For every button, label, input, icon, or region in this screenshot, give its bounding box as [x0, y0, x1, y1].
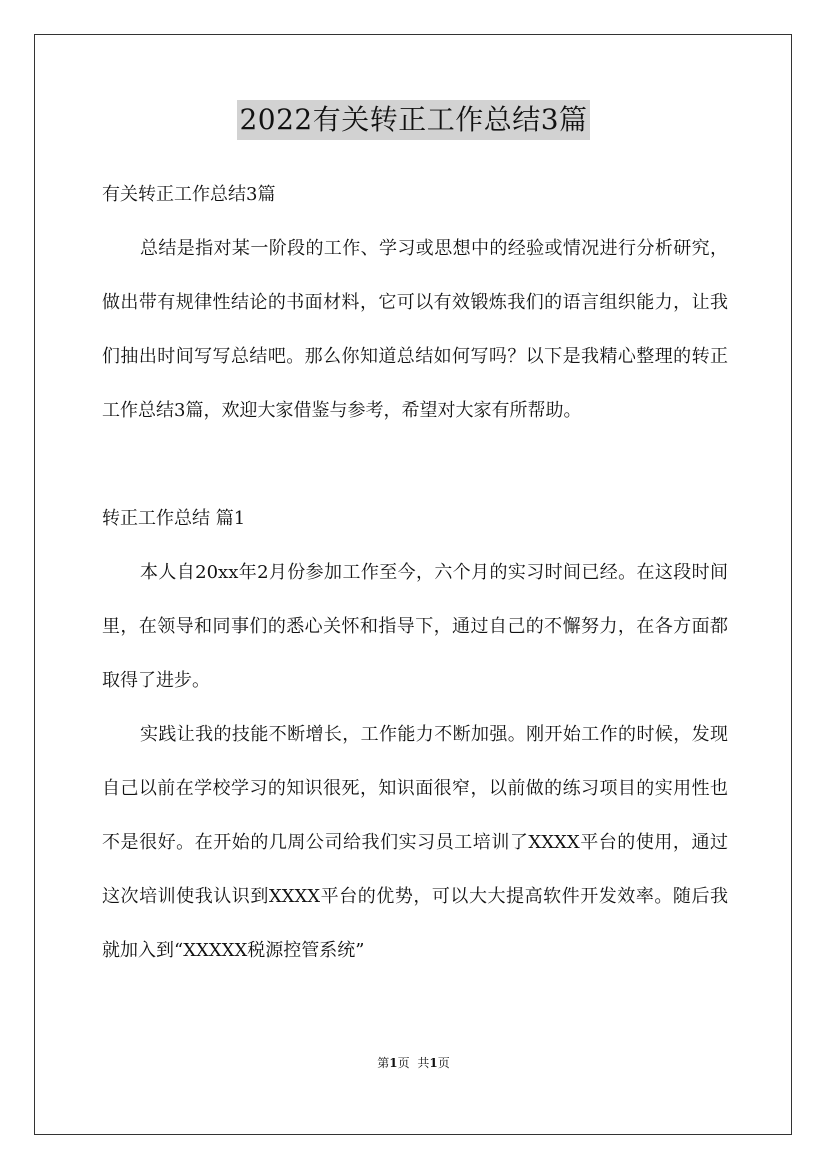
- document-title: 2022有关转正工作总结3篇: [237, 100, 589, 140]
- page-prefix: 第: [377, 1056, 390, 1070]
- paragraph: 本人自20xx年2月份参加工作至今，六个月的实习时间已经。在这段时间里，在领导和同事们的悉心关怀和指导下，通过自己的不懈努力，在各方面都取得了进步。: [102, 562, 728, 691]
- paragraph: 实践让我的技能不断增长，工作能力不断加强。刚开始工作的时候，发现自己以前在学校学习的知识很死，知识面很窄，以前做的练习项目的实用性也不是很好。在开始的几周公司给我们实习员工培训了XXXX平台的使用，通过这次培训使我认识到XXXX平台的优势，可以大大提高软件开发效率。随后我就加入到“XXXXX税源控管系统”: [102, 724, 728, 961]
- total-prefix: 共: [417, 1056, 430, 1070]
- paragraph: 有关转正工作总结3篇: [102, 184, 276, 205]
- page-suffix: 页: [397, 1056, 410, 1070]
- page-footer: [0, 1055, 827, 1071]
- total-suffix: 页: [437, 1056, 450, 1070]
- page-number: 1: [389, 1056, 398, 1070]
- title-wrap: [0, 100, 827, 140]
- document-body: [102, 168, 728, 978]
- paragraph: 转正工作总结 篇1: [102, 508, 246, 529]
- total-pages: 1: [429, 1056, 438, 1070]
- paragraph: 总结是指对某一阶段的工作、学习或思想中的经验或情况进行分析研究，做出带有规律性结论的书面材料，它可以有效锻炼我们的语言组织能力，让我们抽出时间写写总结吧。那么你知道总结如何写吗？以下是我精心整理的转正工作总结3篇，欢迎大家借鉴与参考，希望对大家有所帮助。: [102, 238, 728, 421]
